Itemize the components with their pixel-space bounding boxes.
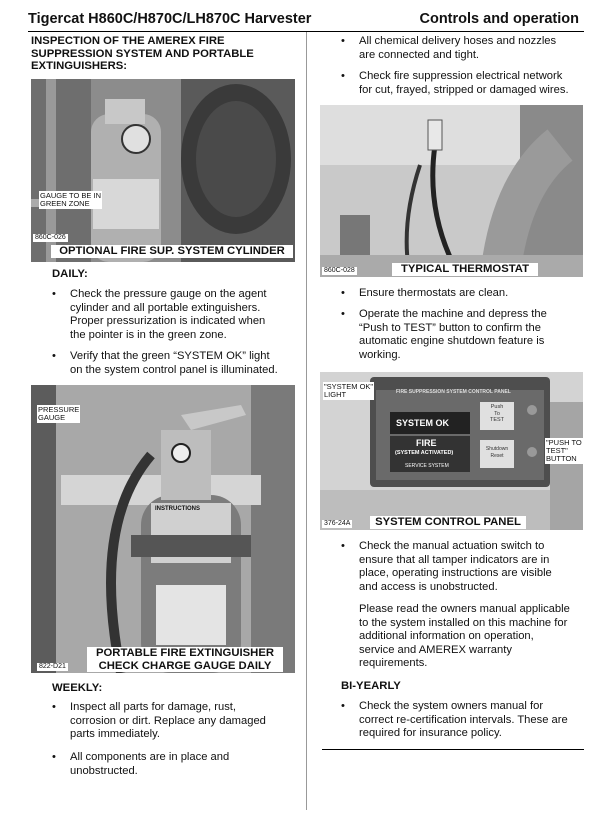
bullet: • — [341, 35, 345, 47]
figure-caption: OPTIONAL FIRE SUP. SYSTEM CYLINDER — [51, 245, 293, 258]
panel-fire-label: FIRE — [416, 438, 437, 448]
bullet: • — [52, 350, 56, 362]
text-line: automatic engine shutdown feature is — [359, 335, 545, 347]
text-line: Verify that the green “SYSTEM OK” light — [70, 350, 270, 362]
figure-code: 860C-026 — [35, 234, 66, 241]
fire-cylinder-photo — [31, 79, 295, 262]
text-line: Ensure thermostats are clean. — [359, 287, 509, 299]
text-line: Check fire suppression electrical network — [359, 70, 563, 82]
button-label: Push — [490, 404, 504, 410]
bullet: • — [341, 308, 345, 320]
text-line: working. — [359, 348, 401, 361]
figure-code: 822-D21 — [39, 663, 66, 670]
column-divider — [306, 32, 307, 810]
figure-code: 376-24A — [324, 520, 351, 527]
panel-title: FIRE SUPPRESSION SYSTEM CONTROL PANEL — [396, 389, 511, 395]
right-item — [341, 70, 591, 98]
text-line: parts immediately. — [70, 728, 160, 740]
callout-line: "SYSTEM OK" — [324, 382, 374, 391]
system-ok-callout — [323, 382, 374, 400]
callout-line: GREEN ZONE — [40, 199, 90, 208]
callout-line: PRESSURE — [38, 405, 80, 414]
weekly-item — [52, 701, 302, 743]
weekly-heading: WEEKLY: — [52, 682, 103, 694]
button-label: Reset — [490, 452, 504, 459]
text-line: are connected and tight. — [359, 48, 480, 61]
caption-line: CHECK CHARGE GAUGE DAILY — [98, 659, 272, 672]
section-title: Controls and operation — [419, 11, 579, 27]
caption-line: PORTABLE FIRE EXTINGUISHER — [95, 647, 275, 659]
callout-line: TEST" — [546, 446, 568, 455]
bullet: • — [52, 751, 56, 763]
text-line: Operate the machine and depress the — [359, 308, 547, 320]
control-panel-photo — [320, 372, 583, 530]
text-line: Check the manual actuation switch to — [359, 540, 545, 552]
bullet: • — [341, 540, 345, 552]
right-item — [341, 308, 591, 364]
figure-code: 860C-028 — [324, 267, 355, 274]
text-line: to the system installed on this machine for — [359, 616, 568, 629]
text-line: Check the pressure gauge on the agent — [70, 288, 267, 300]
heading-line: SUPPRESSION SYSTEM AND PORTABLE — [31, 47, 254, 60]
callout-line: BUTTON — [546, 454, 577, 463]
daily-heading: DAILY: — [52, 268, 88, 280]
heading-line: EXTINGUISHERS: — [31, 60, 128, 72]
extinguisher-illustration — [31, 385, 295, 673]
owners-manual-paragraph — [359, 603, 594, 671]
figure-caption: SYSTEM CONTROL PANEL — [370, 516, 526, 529]
text-line: ensure that all tamper indicators are in — [359, 553, 550, 566]
bullet: • — [341, 287, 345, 299]
text-line: corrosion or dirt. Replace any damaged — [70, 714, 266, 727]
push-to-test-button[interactable] — [483, 404, 511, 424]
panel-service-label: SERVICE SYSTEM — [405, 463, 449, 469]
pressure-gauge-callout — [37, 405, 80, 423]
text-line: requirements. — [359, 657, 428, 669]
text-line: service and AMEREX warranty — [359, 643, 512, 656]
end-rule — [322, 749, 584, 750]
thermostat-photo — [320, 105, 583, 277]
text-line: Check the system owners manual for — [359, 700, 544, 712]
panel-ok-label: SYSTEM OK — [396, 418, 450, 428]
callout-line: GAUGE TO BE IN — [40, 191, 101, 200]
cylinder-illustration — [31, 79, 295, 262]
right-item — [341, 35, 591, 63]
right-item — [341, 700, 591, 742]
callout-line: GAUGE — [38, 413, 66, 422]
callout-line: "PUSH TO — [546, 438, 582, 447]
bullet: • — [52, 288, 56, 300]
text-line: “Push to TEST” button to confirm the — [359, 321, 541, 334]
gauge-callout — [39, 191, 102, 209]
text-line: All components are in place and — [70, 751, 230, 763]
figure-caption — [87, 647, 283, 672]
button-label: Shutdown — [485, 446, 509, 452]
text-line: place, operating instructions are visible — [359, 567, 552, 579]
instructions-label: INSTRUCTIONS — [155, 506, 200, 512]
figure-caption: TYPICAL THERMOSTAT — [392, 263, 538, 276]
thermostat-illustration — [320, 105, 583, 277]
document-title: Tigercat H860C/H870C/LH870C Harvester — [28, 11, 312, 27]
text-line: on the system control panel is illuminated. — [70, 363, 278, 376]
right-item — [341, 540, 591, 596]
extinguisher-photo — [31, 385, 295, 673]
inspection-heading — [31, 35, 301, 73]
text-line: unobstructed. — [70, 764, 138, 777]
push-to-test-callout — [545, 438, 583, 464]
button-label: TEST — [489, 417, 505, 423]
page-header — [28, 11, 584, 31]
text-line: for cut, frayed, stripped or damaged wires. — [359, 83, 569, 96]
shutdown-reset-button[interactable] — [480, 446, 514, 459]
bullet: • — [341, 700, 345, 712]
bullet: • — [52, 701, 56, 713]
bullet: • — [341, 70, 345, 82]
daily-item — [52, 350, 302, 378]
text-line: Proper pressurization is indicated when — [70, 315, 266, 327]
callout-line: LIGHT — [324, 390, 347, 399]
text-line: required for insurance policy. — [359, 727, 502, 739]
text-line: correct re-certification intervals. These are — [359, 713, 568, 726]
text-line: All chemical delivery hoses and nozzles — [359, 35, 557, 47]
panel-activated-label: (SYSTEM ACTIVATED) — [395, 450, 454, 456]
text-line: cylinder and all portable extinguishers. — [70, 301, 261, 314]
weekly-item — [52, 751, 302, 779]
right-item — [341, 287, 591, 301]
biyearly-heading: BI-YEARLY — [341, 680, 401, 692]
daily-item — [52, 288, 302, 344]
button-label: To — [494, 410, 500, 417]
text-line: and access is unobstructed. — [359, 580, 498, 593]
text-line: Please read the owners manual applicable — [359, 603, 570, 615]
text-line: the pointer is in the green zone. — [70, 328, 227, 341]
text-line: additional information on operation, — [359, 630, 534, 642]
text-line: Inspect all parts for damage, rust, — [70, 701, 237, 713]
heading-line: INSPECTION OF THE AMEREX FIRE — [31, 35, 225, 47]
